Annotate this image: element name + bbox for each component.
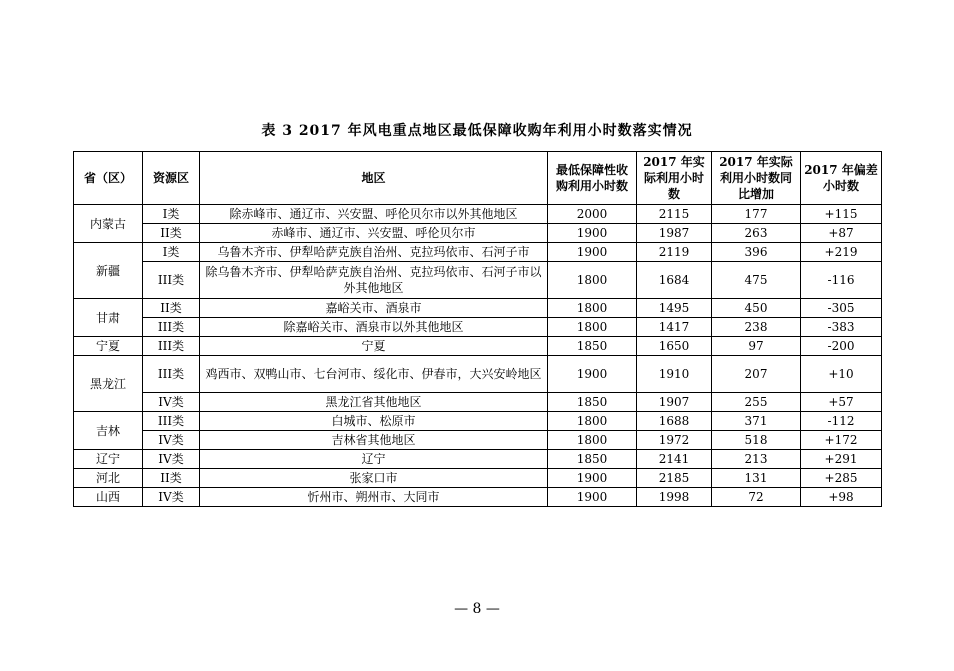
increase-cell: 97 xyxy=(712,337,801,356)
region-cell: 嘉峪关市、酒泉市 xyxy=(200,299,548,318)
table-caption: 表 3 2017 年风电重点地区最低保障收购年利用小时数落实情况 xyxy=(261,123,693,139)
increase-cell: 518 xyxy=(712,431,801,450)
province-cell: 新疆 xyxy=(74,243,143,299)
table-row xyxy=(74,318,882,337)
deviation-cell: +219 xyxy=(801,243,882,262)
table-row xyxy=(74,337,882,356)
resource-cell: II类 xyxy=(143,469,200,488)
region-cell: 黑龙江省其他地区 xyxy=(200,393,548,412)
actual-hours-cell: 1495 xyxy=(637,299,712,318)
deviation-cell: -200 xyxy=(801,337,882,356)
min-hours-cell: 2000 xyxy=(548,205,637,224)
deviation-cell: +10 xyxy=(801,356,882,393)
province-cell: 宁夏 xyxy=(74,337,143,356)
actual-hours-cell: 1650 xyxy=(637,337,712,356)
table-row xyxy=(74,243,882,262)
actual-hours-cell: 2141 xyxy=(637,450,712,469)
region-cell: 除嘉峪关市、酒泉市以外其他地区 xyxy=(200,318,548,337)
table-row xyxy=(74,431,882,450)
actual-hours-cell: 1987 xyxy=(637,224,712,243)
table-row xyxy=(74,224,882,243)
resource-cell: III类 xyxy=(143,318,200,337)
resource-cell: IV类 xyxy=(143,488,200,507)
resource-cell: I类 xyxy=(143,243,200,262)
region-cell: 赤峰市、通辽市、兴安盟、呼伦贝尔市 xyxy=(200,224,548,243)
min-hours-cell: 1900 xyxy=(548,469,637,488)
table-row xyxy=(74,262,882,299)
province-cell: 辽宁 xyxy=(74,450,143,469)
region-cell: 白城市、松原市 xyxy=(200,412,548,431)
deviation-cell: -383 xyxy=(801,318,882,337)
min-hours-cell: 1800 xyxy=(548,412,637,431)
min-hours-cell: 1900 xyxy=(548,224,637,243)
min-hours-cell: 1800 xyxy=(548,431,637,450)
region-cell: 张家口市 xyxy=(200,469,548,488)
province-cell: 河北 xyxy=(74,469,143,488)
actual-hours-cell: 1684 xyxy=(637,262,712,299)
deviation-cell: +285 xyxy=(801,469,882,488)
actual-hours-cell: 1907 xyxy=(637,393,712,412)
min-hours-cell: 1900 xyxy=(548,356,637,393)
min-hours-cell: 1800 xyxy=(548,262,637,299)
table-row xyxy=(74,299,882,318)
deviation-cell: -305 xyxy=(801,299,882,318)
deviation-cell: +98 xyxy=(801,488,882,507)
header-region: 地区 xyxy=(200,152,548,205)
region-cell: 除赤峰市、通辽市、兴安盟、呼伦贝尔市以外其他地区 xyxy=(200,205,548,224)
province-cell: 吉林 xyxy=(74,412,143,450)
increase-cell: 207 xyxy=(712,356,801,393)
resource-cell: II类 xyxy=(143,299,200,318)
header-resource: 资源区 xyxy=(143,152,200,205)
table-row xyxy=(74,488,882,507)
header-actual-hours: 2017 年实际利用小时数 xyxy=(637,152,712,205)
resource-cell: I类 xyxy=(143,205,200,224)
actual-hours-cell: 1998 xyxy=(637,488,712,507)
deviation-cell: +172 xyxy=(801,431,882,450)
actual-hours-cell: 2119 xyxy=(637,243,712,262)
page-number: — 8 — xyxy=(454,601,500,617)
increase-cell: 263 xyxy=(712,224,801,243)
actual-hours-cell: 1972 xyxy=(637,431,712,450)
region-cell: 忻州市、朔州市、大同市 xyxy=(200,488,548,507)
increase-cell: 475 xyxy=(712,262,801,299)
province-cell: 内蒙古 xyxy=(74,205,143,243)
region-cell: 吉林省其他地区 xyxy=(200,431,548,450)
region-cell: 鸡西市、双鸭山市、七台河市、绥化市、伊春市，大兴安岭地区 xyxy=(200,356,548,393)
resource-cell: IV类 xyxy=(143,450,200,469)
min-hours-cell: 1800 xyxy=(548,299,637,318)
resource-cell: III类 xyxy=(143,412,200,431)
table-header-row xyxy=(74,152,882,205)
resource-cell: III类 xyxy=(143,356,200,393)
actual-hours-cell: 1910 xyxy=(637,356,712,393)
min-hours-cell: 1900 xyxy=(548,243,637,262)
actual-hours-cell: 2115 xyxy=(637,205,712,224)
actual-hours-cell: 1417 xyxy=(637,318,712,337)
increase-cell: 177 xyxy=(712,205,801,224)
deviation-cell: +87 xyxy=(801,224,882,243)
table-row xyxy=(74,356,882,393)
increase-cell: 131 xyxy=(712,469,801,488)
province-cell: 甘肃 xyxy=(74,299,143,337)
region-cell: 辽宁 xyxy=(200,450,548,469)
header-province: 省（区） xyxy=(74,152,143,205)
region-cell: 乌鲁木齐市、伊犁哈萨克族自治州、克拉玛依市、石河子市 xyxy=(200,243,548,262)
increase-cell: 238 xyxy=(712,318,801,337)
table-row xyxy=(74,469,882,488)
actual-hours-cell: 2185 xyxy=(637,469,712,488)
province-cell: 黑龙江 xyxy=(74,356,143,412)
deviation-cell: +57 xyxy=(801,393,882,412)
table-row xyxy=(74,412,882,431)
header-increase: 2017 年实际利用小时数同比增加 xyxy=(712,152,801,205)
deviation-cell: +115 xyxy=(801,205,882,224)
resource-cell: III类 xyxy=(143,337,200,356)
min-hours-cell: 1850 xyxy=(548,337,637,356)
increase-cell: 371 xyxy=(712,412,801,431)
increase-cell: 396 xyxy=(712,243,801,262)
actual-hours-cell: 1688 xyxy=(637,412,712,431)
increase-cell: 213 xyxy=(712,450,801,469)
deviation-cell: -116 xyxy=(801,262,882,299)
table-row xyxy=(74,205,882,224)
min-hours-cell: 1850 xyxy=(548,393,637,412)
province-cell: 山西 xyxy=(74,488,143,507)
region-cell: 宁夏 xyxy=(200,337,548,356)
header-deviation: 2017 年偏差小时数 xyxy=(801,152,882,205)
table-row xyxy=(74,450,882,469)
resource-cell: III类 xyxy=(143,262,200,299)
header-min-hours: 最低保障性收购利用小时数 xyxy=(548,152,637,205)
deviation-cell: -112 xyxy=(801,412,882,431)
increase-cell: 450 xyxy=(712,299,801,318)
resource-cell: IV类 xyxy=(143,393,200,412)
increase-cell: 255 xyxy=(712,393,801,412)
deviation-cell: +291 xyxy=(801,450,882,469)
table-row xyxy=(74,393,882,412)
min-hours-cell: 1850 xyxy=(548,450,637,469)
resource-cell: II类 xyxy=(143,224,200,243)
region-cell: 除乌鲁木齐市、伊犁哈萨克族自治州、克拉玛依市、石河子市以外其他地区 xyxy=(200,262,548,299)
resource-cell: IV类 xyxy=(143,431,200,450)
increase-cell: 72 xyxy=(712,488,801,507)
min-hours-cell: 1800 xyxy=(548,318,637,337)
wind-hours-table xyxy=(73,151,882,507)
min-hours-cell: 1900 xyxy=(548,488,637,507)
